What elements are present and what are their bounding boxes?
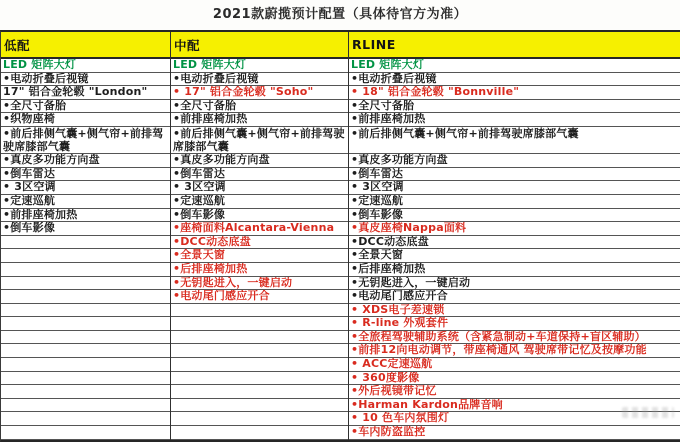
- empty-cell: [1, 331, 170, 345]
- empty-cell: [1, 277, 170, 291]
- trim-column-0: [1, 32, 171, 440]
- feature-cell: •全尺寸备胎: [1, 100, 170, 114]
- empty-cell: [1, 263, 170, 277]
- feature-cell: •前后排侧气囊+侧气帘+前排驾驶席膝部气囊: [1, 127, 170, 154]
- feature-cell: •DCC动态底盘: [171, 236, 348, 250]
- feature-cell: •DCC动态底盘: [349, 236, 680, 250]
- column-header: 中配: [171, 32, 348, 59]
- empty-cell: [171, 358, 348, 372]
- feature-cell: •车内防盗监控: [349, 426, 680, 440]
- feature-cell: •电动尾门感应开合: [349, 290, 680, 304]
- trim-column-1: [171, 32, 349, 440]
- feature-cell: •定速巡航: [1, 195, 170, 209]
- empty-cell: [1, 385, 170, 399]
- empty-cell: [171, 412, 348, 426]
- feature-cell: •全景天窗: [171, 249, 348, 263]
- feature-cell: •定速巡航: [349, 195, 680, 209]
- feature-cell: • 360度影像: [349, 372, 680, 386]
- empty-cell: [1, 304, 170, 318]
- feature-cell: • ACC定速巡航: [349, 358, 680, 372]
- config-table: [0, 30, 680, 442]
- feature-cell: •真皮多功能方向盘: [349, 154, 680, 168]
- empty-cell: [1, 236, 170, 250]
- feature-cell: • 18" 铝合金轮毂 "Bonnville": [349, 86, 680, 100]
- watermark: [622, 407, 674, 418]
- column-header: RLINE: [349, 32, 680, 59]
- empty-cell: [1, 412, 170, 426]
- empty-cell: [1, 344, 170, 358]
- empty-cell: [1, 372, 170, 386]
- feature-cell: •Harman Kardon品牌音响: [349, 399, 680, 413]
- feature-cell: •倒车影像: [171, 209, 348, 223]
- empty-cell: [1, 249, 170, 263]
- feature-cell: • 3区空调: [171, 181, 348, 195]
- feature-cell: •座椅面料Alcantara-Vienna: [171, 222, 348, 236]
- empty-cell: [1, 399, 170, 413]
- empty-cell: [1, 290, 170, 304]
- empty-cell: [171, 372, 348, 386]
- feature-cell: •前排座椅加热: [349, 113, 680, 127]
- empty-cell: [171, 399, 348, 413]
- feature-cell: • R-line 外观套件: [349, 317, 680, 331]
- empty-cell: [171, 344, 348, 358]
- feature-cell: •织物座椅: [1, 113, 170, 127]
- page-title: 2021款蔚揽预计配置（具体待官方为准）: [212, 7, 468, 22]
- feature-cell: •倒车雷达: [1, 168, 170, 182]
- feature-cell: •电动折叠后视镜: [1, 73, 170, 87]
- feature-cell: • 3区空调: [349, 181, 680, 195]
- feature-cell: LED 矩阵大灯: [1, 59, 170, 73]
- empty-cell: [171, 426, 348, 440]
- feature-cell: •前排12向电动调节，带座椅通风 驾驶席带记忆及按摩功能: [349, 344, 680, 358]
- empty-cell: [1, 358, 170, 372]
- feature-cell: •后排座椅加热: [349, 263, 680, 277]
- trim-column-2: [349, 32, 680, 440]
- feature-cell: • 3区空调: [1, 181, 170, 195]
- feature-cell: •无钥匙进入，一键启动: [349, 277, 680, 291]
- feature-cell: •全旅程驾驶辅助系统（含紧急制动+车道保持+盲区辅助）: [349, 331, 680, 345]
- feature-cell: •真皮座椅Nappa面料: [349, 222, 680, 236]
- feature-cell: •真皮多功能方向盘: [1, 154, 170, 168]
- empty-cell: [171, 385, 348, 399]
- empty-cell: [171, 304, 348, 318]
- feature-cell: •前后排侧气囊+侧气帘+前排驾驶席膝部气囊: [349, 127, 680, 154]
- feature-cell: •倒车影像: [1, 222, 170, 236]
- empty-cell: [171, 331, 348, 345]
- feature-cell: •真皮多功能方向盘: [171, 154, 348, 168]
- feature-cell: LED 矩阵大灯: [171, 59, 348, 73]
- feature-cell: •定速巡航: [171, 195, 348, 209]
- feature-cell: •倒车雷达: [171, 168, 348, 182]
- feature-cell: • XDS电子差速锁: [349, 304, 680, 318]
- feature-cell: •倒车影像: [349, 209, 680, 223]
- feature-cell: • 10 色车内氛围灯: [349, 412, 680, 426]
- feature-cell: •前后排侧气囊+侧气帘+前排驾驶席膝部气囊: [171, 127, 348, 154]
- feature-cell: LED 矩阵大灯: [349, 59, 680, 73]
- feature-cell: •前排座椅加热: [1, 209, 170, 223]
- empty-cell: [1, 426, 170, 440]
- feature-cell: •后排座椅加热: [171, 263, 348, 277]
- feature-cell: •无钥匙进入，一键启动: [171, 277, 348, 291]
- feature-cell: •电动折叠后视镜: [171, 73, 348, 87]
- empty-cell: [171, 317, 348, 331]
- feature-cell: •前排座椅加热: [171, 113, 348, 127]
- feature-cell: •全尺寸备胎: [349, 100, 680, 114]
- feature-cell: •电动折叠后视镜: [349, 73, 680, 87]
- feature-cell: •外后视镜带记忆: [349, 385, 680, 399]
- empty-cell: [1, 317, 170, 331]
- feature-cell: •全尺寸备胎: [171, 100, 348, 114]
- column-header: 低配: [1, 32, 170, 59]
- feature-cell: •电动尾门感应开合: [171, 290, 348, 304]
- feature-cell: •全景天窗: [349, 249, 680, 263]
- feature-cell: •倒车雷达: [349, 168, 680, 182]
- feature-cell: • 17" 铝合金轮毂 "Soho": [171, 86, 348, 100]
- feature-cell: 17" 铝合金轮毂 "London": [1, 86, 170, 100]
